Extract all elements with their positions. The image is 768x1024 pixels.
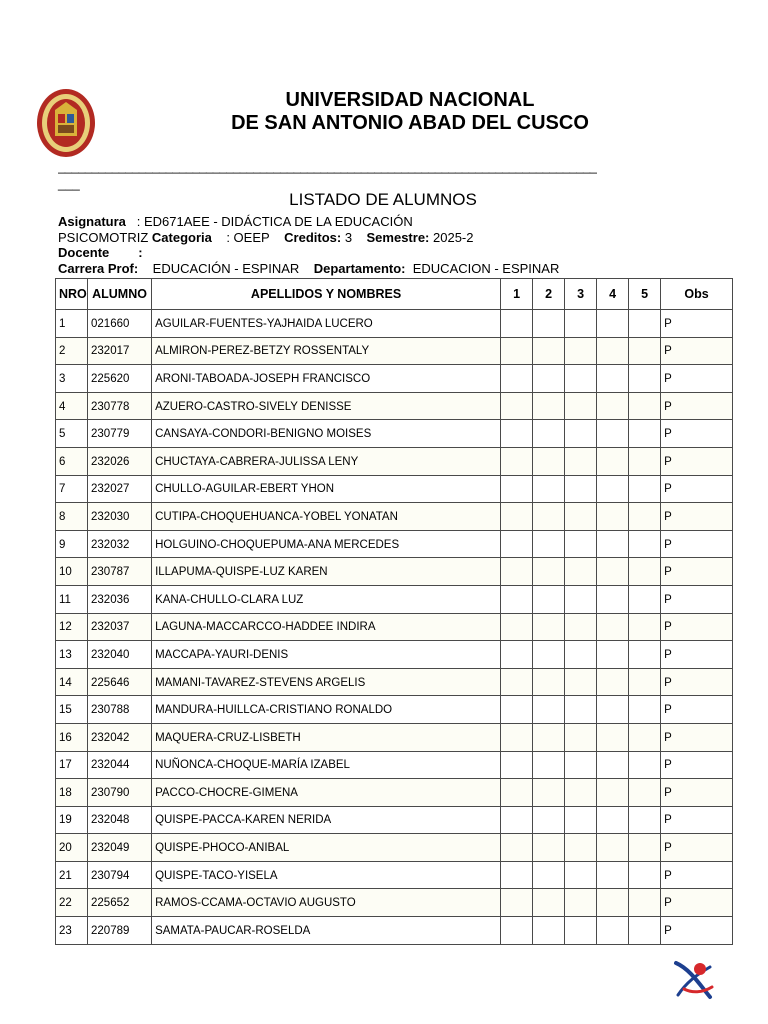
cell-nro: 16 bbox=[56, 723, 88, 751]
cell-obs: P bbox=[661, 337, 733, 365]
cell-nro: 10 bbox=[56, 558, 88, 586]
cell-nombre: MAMANI-TAVAREZ-STEVENS ARGELIS bbox=[152, 668, 501, 696]
cell-nro: 18 bbox=[56, 779, 88, 807]
table-row bbox=[56, 585, 733, 613]
cell-nro: 12 bbox=[56, 613, 88, 641]
header-nro: NRO bbox=[56, 279, 88, 310]
header-col-3: 3 bbox=[565, 279, 597, 310]
cell-obs: P bbox=[661, 503, 733, 531]
cell-alumno: 232042 bbox=[88, 723, 152, 751]
creditos-label: Creditos: bbox=[284, 230, 342, 245]
cell-grade-2 bbox=[533, 861, 565, 889]
cell-grade-1 bbox=[501, 475, 533, 503]
header-alumno: ALUMNO bbox=[88, 279, 152, 310]
cell-alumno: 230779 bbox=[88, 420, 152, 448]
cell-grade-4 bbox=[597, 751, 629, 779]
cell-grade-2 bbox=[533, 475, 565, 503]
cell-grade-1 bbox=[501, 696, 533, 724]
cell-grade-3 bbox=[565, 917, 597, 945]
cell-nro: 19 bbox=[56, 806, 88, 834]
cell-nombre: HOLGUINO-CHOQUEPUMA-ANA MERCEDES bbox=[152, 530, 501, 558]
cell-obs: P bbox=[661, 475, 733, 503]
cell-nombre: CUTIPA-CHOQUEHUANCA-YOBEL YONATAN bbox=[152, 503, 501, 531]
cell-nombre: RAMOS-CCAMA-OCTAVIO AUGUSTO bbox=[152, 889, 501, 917]
cell-alumno: 232036 bbox=[88, 585, 152, 613]
cell-grade-1 bbox=[501, 641, 533, 669]
cell-obs: P bbox=[661, 420, 733, 448]
cell-grade-3 bbox=[565, 723, 597, 751]
cell-grade-3 bbox=[565, 779, 597, 807]
cell-grade-1 bbox=[501, 447, 533, 475]
cell-nombre: QUISPE-PACCA-KAREN NERIDA bbox=[152, 806, 501, 834]
cell-obs: P bbox=[661, 668, 733, 696]
cell-grade-4 bbox=[597, 558, 629, 586]
cell-grade-3 bbox=[565, 696, 597, 724]
cell-grade-2 bbox=[533, 696, 565, 724]
header-col-1: 1 bbox=[501, 279, 533, 310]
cell-grade-2 bbox=[533, 447, 565, 475]
carrera-label: Carrera Prof: bbox=[58, 261, 139, 276]
cell-alumno: 230788 bbox=[88, 696, 152, 724]
list-title: LISTADO DE ALUMNOS bbox=[289, 190, 477, 209]
cell-grade-1 bbox=[501, 420, 533, 448]
cell-obs: P bbox=[661, 696, 733, 724]
cell-grade-1 bbox=[501, 613, 533, 641]
cell-nro: 21 bbox=[56, 861, 88, 889]
cell-grade-2 bbox=[533, 337, 565, 365]
cell-grade-4 bbox=[597, 585, 629, 613]
cell-grade-5 bbox=[629, 392, 661, 420]
cell-grade-3 bbox=[565, 613, 597, 641]
cell-grade-1 bbox=[501, 558, 533, 586]
cell-nombre: ILLAPUMA-QUISPE-LUZ KAREN bbox=[152, 558, 501, 586]
cell-alumno: 232032 bbox=[88, 530, 152, 558]
separator-line: ________________________________________________________________________________ bbox=[58, 159, 597, 174]
cell-grade-2 bbox=[533, 917, 565, 945]
cell-grade-3 bbox=[565, 861, 597, 889]
categoria-row bbox=[58, 230, 474, 245]
cell-nombre: CHUCTAYA-CABRERA-JULISSA LENY bbox=[152, 447, 501, 475]
cell-grade-2 bbox=[533, 420, 565, 448]
cell-grade-5 bbox=[629, 503, 661, 531]
table-row bbox=[56, 503, 733, 531]
cell-grade-5 bbox=[629, 420, 661, 448]
cell-obs: P bbox=[661, 310, 733, 338]
cell-grade-2 bbox=[533, 806, 565, 834]
table-row bbox=[56, 530, 733, 558]
cell-nombre: PACCO-CHOCRE-GIMENA bbox=[152, 779, 501, 807]
cell-alumno: 225652 bbox=[88, 889, 152, 917]
cell-grade-2 bbox=[533, 751, 565, 779]
cell-alumno: 232037 bbox=[88, 613, 152, 641]
cell-grade-4 bbox=[597, 447, 629, 475]
cell-grade-4 bbox=[597, 530, 629, 558]
cell-grade-3 bbox=[565, 751, 597, 779]
cell-grade-3 bbox=[565, 475, 597, 503]
cell-grade-2 bbox=[533, 668, 565, 696]
asignatura-row bbox=[58, 214, 413, 229]
semestre-label: Semestre: bbox=[366, 230, 430, 245]
cell-grade-4 bbox=[597, 834, 629, 862]
table-row bbox=[56, 917, 733, 945]
cell-nombre: LAGUNA-MACCARCCO-HADDEE INDIRA bbox=[152, 613, 501, 641]
cell-obs: P bbox=[661, 365, 733, 393]
cell-alumno: 232017 bbox=[88, 337, 152, 365]
header-col-5: 5 bbox=[629, 279, 661, 310]
cell-nro: 15 bbox=[56, 696, 88, 724]
cell-grade-5 bbox=[629, 723, 661, 751]
cell-alumno: 232027 bbox=[88, 475, 152, 503]
table-row bbox=[56, 751, 733, 779]
cell-alumno: 232049 bbox=[88, 834, 152, 862]
cell-grade-4 bbox=[597, 475, 629, 503]
cell-grade-1 bbox=[501, 751, 533, 779]
categoria-value: : OEEP bbox=[226, 230, 270, 245]
cell-nombre: AZUERO-CASTRO-SIVELY DENISSE bbox=[152, 392, 501, 420]
cell-nombre: CANSAYA-CONDORI-BENIGNO MOISES bbox=[152, 420, 501, 448]
cell-grade-5 bbox=[629, 861, 661, 889]
cell-nombre: MACCAPA-YAURI-DENIS bbox=[152, 641, 501, 669]
cell-grade-5 bbox=[629, 585, 661, 613]
cell-grade-5 bbox=[629, 310, 661, 338]
header-col-4: 4 bbox=[597, 279, 629, 310]
cell-grade-5 bbox=[629, 779, 661, 807]
cell-nro: 14 bbox=[56, 668, 88, 696]
cell-alumno: 232048 bbox=[88, 806, 152, 834]
table-row bbox=[56, 889, 733, 917]
table-row bbox=[56, 310, 733, 338]
cell-obs: P bbox=[661, 834, 733, 862]
header-obs: Obs bbox=[661, 279, 733, 310]
cell-grade-2 bbox=[533, 723, 565, 751]
cell-grade-5 bbox=[629, 337, 661, 365]
docente-value: : bbox=[138, 245, 143, 260]
cell-grade-1 bbox=[501, 917, 533, 945]
cell-grade-3 bbox=[565, 530, 597, 558]
cell-nombre: QUISPE-TACO-YISELA bbox=[152, 861, 501, 889]
cell-nro: 23 bbox=[56, 917, 88, 945]
cell-nombre: SAMATA-PAUCAR-ROSELDA bbox=[152, 917, 501, 945]
cell-alumno: 225646 bbox=[88, 668, 152, 696]
cell-grade-4 bbox=[597, 861, 629, 889]
cell-grade-3 bbox=[565, 337, 597, 365]
cell-alumno: 232030 bbox=[88, 503, 152, 531]
cell-grade-5 bbox=[629, 751, 661, 779]
cell-grade-4 bbox=[597, 917, 629, 945]
asignatura-label: Asignatura bbox=[58, 214, 126, 229]
cell-grade-1 bbox=[501, 530, 533, 558]
cell-grade-4 bbox=[597, 365, 629, 393]
separator-line-continued: ___ bbox=[58, 176, 80, 191]
cell-grade-5 bbox=[629, 696, 661, 724]
cell-grade-3 bbox=[565, 447, 597, 475]
semestre-value: 2025-2 bbox=[433, 230, 474, 245]
university-name-line1: UNIVERSIDAD NACIONAL bbox=[285, 89, 535, 111]
cell-alumno: 220789 bbox=[88, 917, 152, 945]
cell-grade-2 bbox=[533, 365, 565, 393]
cell-obs: P bbox=[661, 613, 733, 641]
cell-nro: 8 bbox=[56, 503, 88, 531]
cell-obs: P bbox=[661, 585, 733, 613]
cell-grade-2 bbox=[533, 585, 565, 613]
cell-obs: P bbox=[661, 779, 733, 807]
cell-grade-3 bbox=[565, 834, 597, 862]
cell-grade-1 bbox=[501, 834, 533, 862]
cell-nro: 7 bbox=[56, 475, 88, 503]
cell-nro: 5 bbox=[56, 420, 88, 448]
asignatura-value: : ED671AEE - DIDÁCTICA DE LA EDUCACIÓN bbox=[136, 214, 413, 229]
cell-grade-2 bbox=[533, 834, 565, 862]
cell-grade-2 bbox=[533, 889, 565, 917]
cell-nombre: ALMIRON-PEREZ-BETZY ROSSENTALY bbox=[152, 337, 501, 365]
table-row bbox=[56, 723, 733, 751]
cell-grade-3 bbox=[565, 585, 597, 613]
cell-alumno: 230778 bbox=[88, 392, 152, 420]
cell-nro: 20 bbox=[56, 834, 88, 862]
footer-logo-icon bbox=[670, 955, 718, 1003]
cell-grade-1 bbox=[501, 310, 533, 338]
cell-grade-4 bbox=[597, 668, 629, 696]
table-row bbox=[56, 806, 733, 834]
cell-obs: P bbox=[661, 889, 733, 917]
cell-grade-4 bbox=[597, 779, 629, 807]
cell-grade-2 bbox=[533, 613, 565, 641]
departamento-label: Departamento: bbox=[313, 261, 406, 276]
cell-grade-1 bbox=[501, 585, 533, 613]
asignatura-continued: PSICOMOTRIZ bbox=[58, 230, 149, 245]
cell-nro: 17 bbox=[56, 751, 88, 779]
cell-alumno: 230790 bbox=[88, 779, 152, 807]
cell-grade-4 bbox=[597, 641, 629, 669]
cell-grade-5 bbox=[629, 475, 661, 503]
university-seal-icon bbox=[36, 88, 96, 158]
cell-nro: 1 bbox=[56, 310, 88, 338]
cell-grade-5 bbox=[629, 668, 661, 696]
table-row bbox=[56, 365, 733, 393]
cell-obs: P bbox=[661, 806, 733, 834]
cell-alumno: 225620 bbox=[88, 365, 152, 393]
cell-nombre: ARONI-TABOADA-JOSEPH FRANCISCO bbox=[152, 365, 501, 393]
cell-grade-2 bbox=[533, 503, 565, 531]
cell-obs: P bbox=[661, 558, 733, 586]
table-header-row bbox=[56, 279, 733, 310]
cell-grade-4 bbox=[597, 889, 629, 917]
cell-grade-4 bbox=[597, 806, 629, 834]
table-row bbox=[56, 779, 733, 807]
table-row bbox=[56, 558, 733, 586]
table-row bbox=[56, 447, 733, 475]
header-apellidos-nombres: APELLIDOS Y NOMBRES bbox=[152, 279, 501, 310]
cell-grade-3 bbox=[565, 365, 597, 393]
cell-obs: P bbox=[661, 447, 733, 475]
university-name-line2: DE SAN ANTONIO ABAD DEL CUSCO bbox=[231, 112, 589, 134]
cell-grade-2 bbox=[533, 310, 565, 338]
cell-nombre: QUISPE-PHOCO-ANIBAL bbox=[152, 834, 501, 862]
cell-grade-3 bbox=[565, 503, 597, 531]
table-row bbox=[56, 668, 733, 696]
table-row bbox=[56, 696, 733, 724]
departamento-value: EDUCACION - ESPINAR bbox=[412, 261, 560, 276]
cell-grade-1 bbox=[501, 503, 533, 531]
table-row bbox=[56, 834, 733, 862]
students-table bbox=[55, 278, 733, 945]
creditos-value: 3 bbox=[344, 230, 353, 245]
cell-obs: P bbox=[661, 530, 733, 558]
cell-grade-3 bbox=[565, 641, 597, 669]
cell-grade-1 bbox=[501, 723, 533, 751]
cell-nro: 4 bbox=[56, 392, 88, 420]
cell-nro: 2 bbox=[56, 337, 88, 365]
cell-nombre: AGUILAR-FUENTES-YAJHAIDA LUCERO bbox=[152, 310, 501, 338]
cell-nombre: MAQUERA-CRUZ-LISBETH bbox=[152, 723, 501, 751]
cell-obs: P bbox=[661, 723, 733, 751]
cell-nro: 11 bbox=[56, 585, 88, 613]
cell-nombre: NUÑONCA-CHOQUE-MARÍA IZABEL bbox=[152, 751, 501, 779]
cell-grade-1 bbox=[501, 779, 533, 807]
cell-grade-5 bbox=[629, 613, 661, 641]
cell-grade-4 bbox=[597, 613, 629, 641]
cell-obs: P bbox=[661, 917, 733, 945]
cell-grade-2 bbox=[533, 530, 565, 558]
cell-grade-1 bbox=[501, 889, 533, 917]
cell-alumno: 230794 bbox=[88, 861, 152, 889]
cell-alumno: 021660 bbox=[88, 310, 152, 338]
cell-nro: 13 bbox=[56, 641, 88, 669]
cell-grade-3 bbox=[565, 310, 597, 338]
cell-grade-5 bbox=[629, 530, 661, 558]
cell-grade-4 bbox=[597, 392, 629, 420]
cell-nro: 9 bbox=[56, 530, 88, 558]
cell-alumno: 232040 bbox=[88, 641, 152, 669]
cell-nombre: CHULLO-AGUILAR-EBERT YHON bbox=[152, 475, 501, 503]
cell-grade-5 bbox=[629, 806, 661, 834]
cell-grade-1 bbox=[501, 392, 533, 420]
cell-obs: P bbox=[661, 641, 733, 669]
cell-grade-5 bbox=[629, 447, 661, 475]
cell-grade-2 bbox=[533, 779, 565, 807]
cell-grade-3 bbox=[565, 392, 597, 420]
cell-grade-1 bbox=[501, 365, 533, 393]
cell-grade-3 bbox=[565, 806, 597, 834]
table-row bbox=[56, 613, 733, 641]
cell-alumno: 230787 bbox=[88, 558, 152, 586]
cell-grade-4 bbox=[597, 337, 629, 365]
cell-grade-5 bbox=[629, 917, 661, 945]
cell-grade-5 bbox=[629, 889, 661, 917]
cell-grade-5 bbox=[629, 641, 661, 669]
cell-grade-2 bbox=[533, 641, 565, 669]
cell-grade-3 bbox=[565, 889, 597, 917]
docente-row bbox=[58, 245, 143, 260]
cell-grade-4 bbox=[597, 723, 629, 751]
header-col-2: 2 bbox=[533, 279, 565, 310]
cell-grade-4 bbox=[597, 420, 629, 448]
cell-alumno: 232044 bbox=[88, 751, 152, 779]
table-row bbox=[56, 337, 733, 365]
cell-grade-4 bbox=[597, 310, 629, 338]
carrera-value: EDUCACIÓN - ESPINAR bbox=[152, 261, 300, 276]
table-row bbox=[56, 420, 733, 448]
table-row bbox=[56, 861, 733, 889]
cell-nro: 3 bbox=[56, 365, 88, 393]
cell-grade-3 bbox=[565, 558, 597, 586]
table-row bbox=[56, 641, 733, 669]
cell-nro: 22 bbox=[56, 889, 88, 917]
cell-grade-4 bbox=[597, 503, 629, 531]
cell-grade-1 bbox=[501, 337, 533, 365]
cell-obs: P bbox=[661, 751, 733, 779]
cell-grade-1 bbox=[501, 668, 533, 696]
cell-grade-5 bbox=[629, 834, 661, 862]
cell-grade-5 bbox=[629, 365, 661, 393]
table-row bbox=[56, 475, 733, 503]
cell-grade-3 bbox=[565, 420, 597, 448]
cell-grade-3 bbox=[565, 668, 597, 696]
cell-grade-1 bbox=[501, 806, 533, 834]
cell-grade-1 bbox=[501, 861, 533, 889]
cell-obs: P bbox=[661, 861, 733, 889]
table-row bbox=[56, 392, 733, 420]
carrera-row bbox=[58, 261, 559, 276]
cell-grade-2 bbox=[533, 558, 565, 586]
docente-label: Docente bbox=[58, 245, 110, 260]
cell-nombre: MANDURA-HUILLCA-CRISTIANO RONALDO bbox=[152, 696, 501, 724]
cell-nro: 6 bbox=[56, 447, 88, 475]
cell-grade-2 bbox=[533, 392, 565, 420]
cell-grade-5 bbox=[629, 558, 661, 586]
cell-alumno: 232026 bbox=[88, 447, 152, 475]
cell-nombre: KANA-CHULLO-CLARA LUZ bbox=[152, 585, 501, 613]
cell-obs: P bbox=[661, 392, 733, 420]
cell-grade-4 bbox=[597, 696, 629, 724]
categoria-label: Categoria bbox=[151, 230, 212, 245]
